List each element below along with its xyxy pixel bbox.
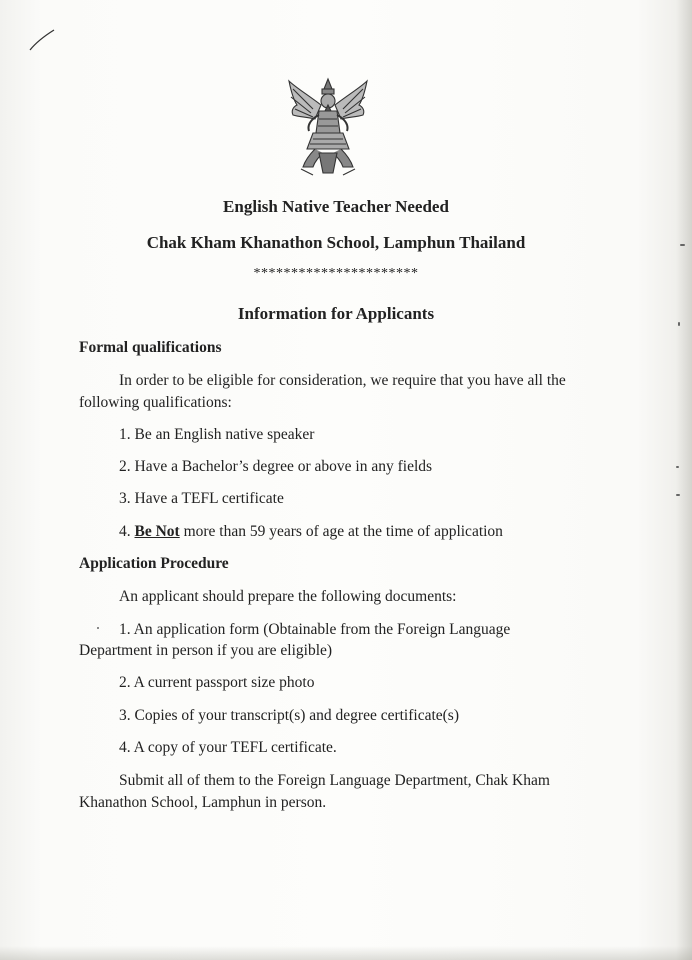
school-name: Chak Kham Khanathon School, Lamphun Thailand <box>146 233 526 252</box>
document-title: English Native Teacher Needed <box>223 197 449 216</box>
item4-rest: more than 59 years of age at the time of application <box>179 523 503 540</box>
scan-speck <box>97 627 99 629</box>
page-edge-shadow <box>676 0 692 960</box>
scan-speck <box>678 322 680 326</box>
document-item: 4. A copy of your TEFL certificate. <box>119 739 337 756</box>
qualification-item: 1. Be an English native speaker <box>119 426 315 443</box>
item4-prefix: 4. <box>119 523 135 540</box>
document-item: 2. A current passport size photo <box>119 674 315 691</box>
procedure-intro: An applicant should prepare the following documents: <box>119 588 457 605</box>
qualification-item-age <box>119 522 503 542</box>
garuda-emblem-icon <box>283 75 373 180</box>
separator-stars: ********************** <box>253 266 419 281</box>
scan-speck <box>680 244 685 246</box>
application-procedure-heading: Application Procedure <box>79 555 229 572</box>
qualification-item: 3. Have a TEFL certificate <box>119 490 284 507</box>
qualification-item: 2. Have a Bachelor’s degree or above in any fields <box>119 458 433 475</box>
submit-instruction-line2: Khanathon School, Lamphun in person. <box>79 794 327 811</box>
formal-intro-line2: following qualifications: <box>79 394 232 411</box>
formal-intro-line1: In order to be eligible for consideration, we require that you have all the <box>119 372 566 389</box>
pen-mark <box>28 28 58 52</box>
scan-speck <box>676 466 679 468</box>
document-item-line2: Department in person if you are eligible) <box>79 642 333 659</box>
section-title: Information for Applicants <box>237 304 435 323</box>
scan-speck <box>676 494 680 496</box>
document-item-line1: 1. An application form (Obtainable from the Foreign Language <box>119 621 511 638</box>
document-item: 3. Copies of your transcript(s) and degree certificate(s) <box>119 707 460 724</box>
formal-qualifications-heading: Formal qualifications <box>79 339 222 356</box>
submit-instruction-line1: Submit all of them to the Foreign Language Department, Chak Kham <box>119 772 550 789</box>
item4-emphasis: Be Not <box>134 523 180 540</box>
